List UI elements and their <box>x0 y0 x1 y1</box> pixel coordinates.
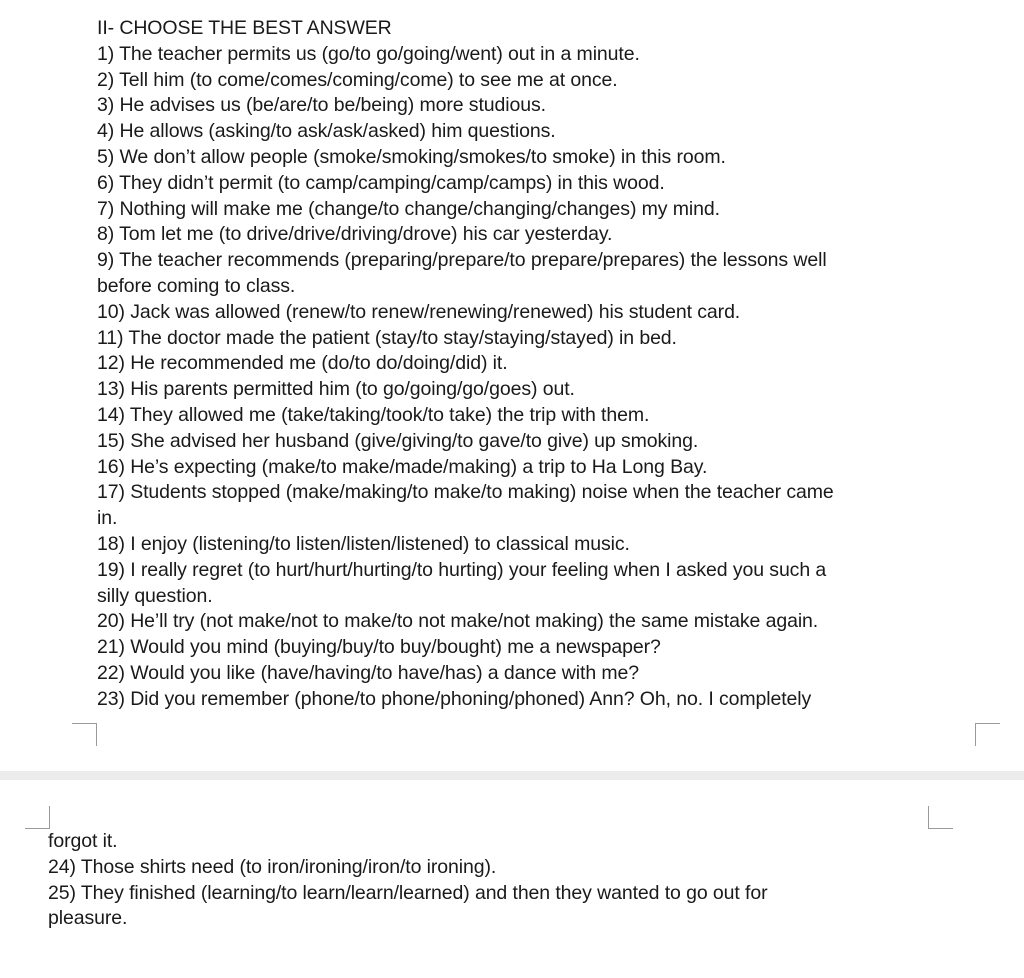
question-line: 22) Would you like (have/having/to have/has) a dance with me? <box>97 661 640 684</box>
question-line: 16) He’s expecting (make/to make/made/making) a trip to Ha Long Bay. <box>97 455 708 478</box>
question-line: 12) He recommended me (do/to do/doing/did) it. <box>97 352 508 375</box>
question-line-continued: in. <box>97 507 118 530</box>
question-line: 5) We don’t allow people (smoke/smoking/smokes/to smoke) in this room. <box>97 145 726 168</box>
question-line: 20) He’ll try (not make/not to make/to not make/not making) the same mistake again. <box>97 610 819 633</box>
question-line-continued: forgot it. <box>48 830 118 852</box>
question-line: 13) His parents permitted him (to go/going/go/goes) out. <box>97 378 575 401</box>
exercise-text-page-1 <box>97 16 977 713</box>
question-line: 25) They finished (learning/to learn/learn/learned) and then they wanted to go out for <box>48 881 768 904</box>
question-line: 7) Nothing will make me (change/to change/changing/changes) my mind. <box>97 197 720 220</box>
crop-mark-top-left <box>72 723 97 746</box>
question-line: 2) Tell him (to come/comes/coming/come) to see me at once. <box>97 68 618 91</box>
question-line-continued: before coming to class. <box>97 274 296 297</box>
question-line: 24) Those shirts need (to iron/ironing/iron/to ironing). <box>48 855 497 878</box>
question-line-continued: silly question. <box>97 584 213 607</box>
question-line: 1) The teacher permits us (go/to go/going/went) out in a minute. <box>97 42 640 65</box>
crop-mark-top-right <box>975 723 1000 746</box>
question-line: 6) They didn’t permit (to camp/camping/camp/camps) in this wood. <box>97 171 665 194</box>
question-line: 9) The teacher recommends (preparing/prepare/to prepare/prepares) the lessons well <box>97 249 827 272</box>
section-heading: II- CHOOSE THE BEST ANSWER <box>97 17 392 39</box>
question-line: 14) They allowed me (take/taking/took/to take) the trip with them. <box>97 403 650 426</box>
question-line: 19) I really regret (to hurt/hurt/hurting/to hurting) your feeling when I asked you such a <box>97 558 827 581</box>
page-separator <box>0 771 1024 780</box>
question-line: 8) Tom let me (to drive/drive/driving/drove) his car yesterday. <box>97 223 613 246</box>
question-line: 18) I enjoy (listening/to listen/listen/listened) to classical music. <box>97 532 630 555</box>
question-line: 15) She advised her husband (give/giving/to gave/to give) up smoking. <box>97 429 699 452</box>
crop-mark-bottom-right <box>928 806 953 829</box>
question-line: 3) He advises us (be/are/to be/being) more studious. <box>97 94 546 117</box>
question-line: 11) The doctor made the patient (stay/to stay/staying/stayed) in bed. <box>97 326 677 349</box>
crop-mark-bottom-left <box>25 806 50 829</box>
question-line: 23) Did you remember (phone/to phone/phoning/phoned) Ann? Oh, no. I completely <box>97 687 812 710</box>
question-line: 4) He allows (asking/to ask/ask/asked) him questions. <box>97 120 556 143</box>
question-line: 21) Would you mind (buying/buy/to buy/bought) me a newspaper? <box>97 636 661 659</box>
question-line-continued: pleasure. <box>48 907 128 930</box>
exercise-text-page-2 <box>48 829 928 932</box>
question-line: 17) Students stopped (make/making/to make/to making) noise when the teacher came <box>97 481 834 504</box>
question-line: 10) Jack was allowed (renew/to renew/renewing/renewed) his student card. <box>97 300 741 323</box>
